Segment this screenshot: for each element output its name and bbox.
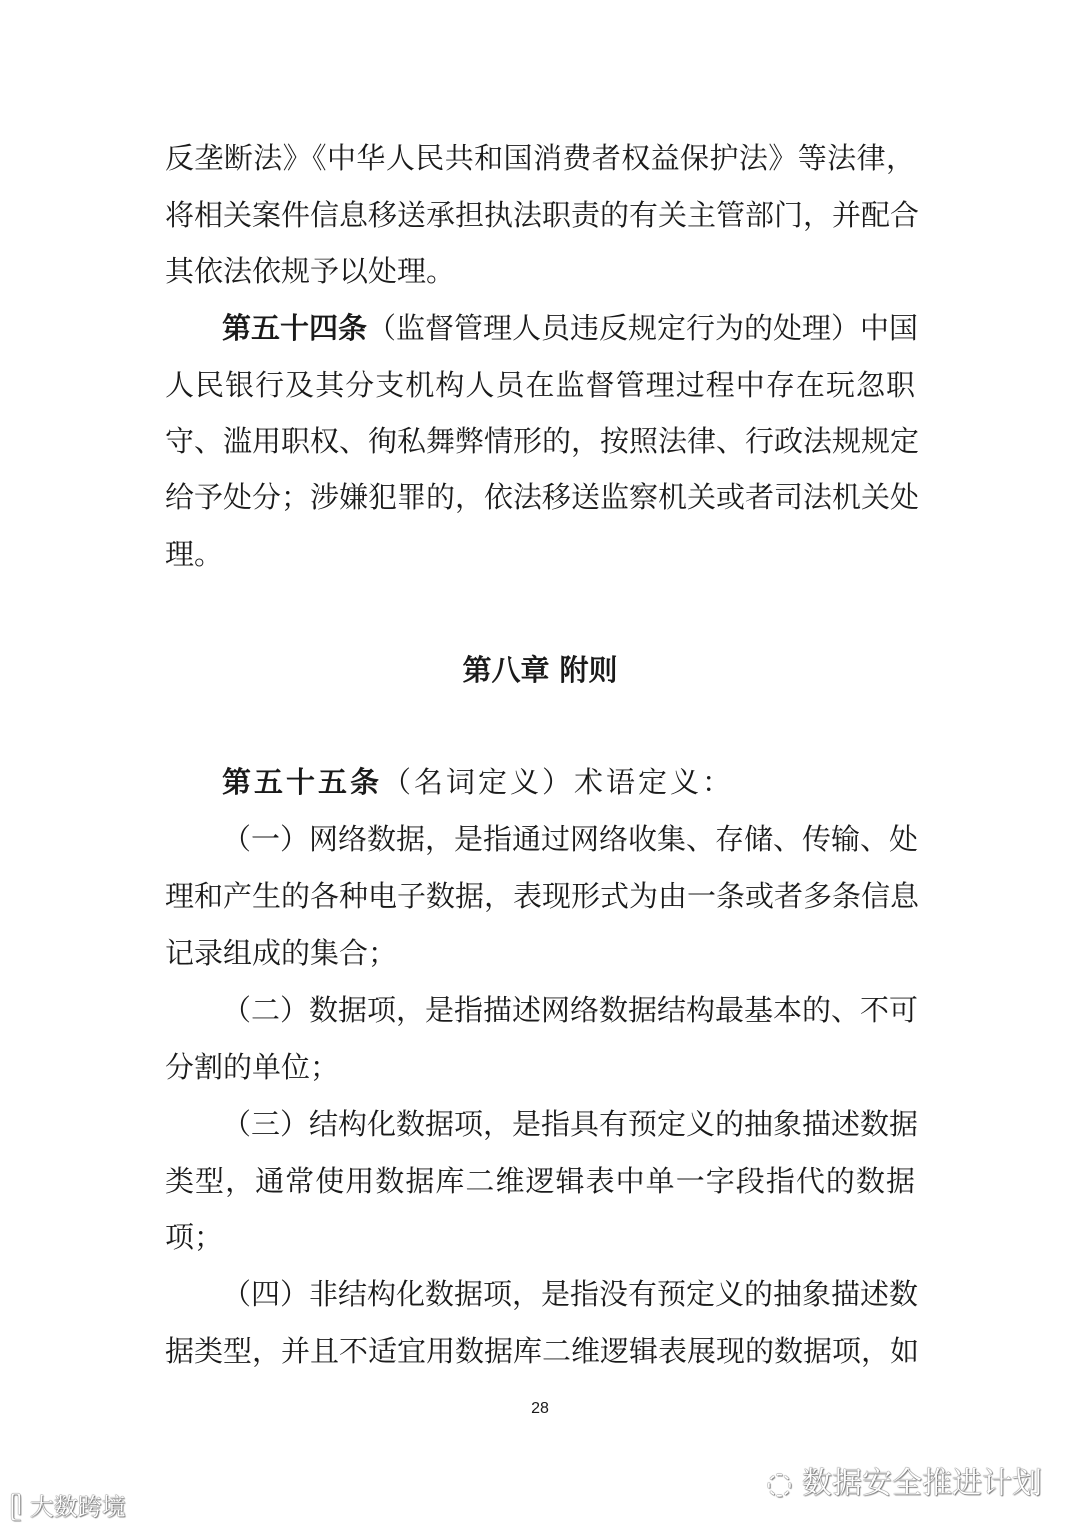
body-line: 类型，通常使用数据库二维逻辑表中单一字段指代的数据 — [165, 1164, 915, 1198]
definition-item: （一）网络数据，是指通过网络收集、存储、传输、处 — [222, 822, 919, 856]
wechat-watermark — [766, 1458, 1042, 1502]
article-text: （名词定义）术语定义： — [382, 765, 735, 799]
article-number: 第五十四条 — [222, 311, 368, 345]
body-line: 将相关案件信息移送承担执法职责的有关主管部门，并配合 — [165, 198, 920, 232]
body-line: 理和产生的各种电子数据，表现形式为由一条或者多条信息 — [165, 879, 920, 913]
article-54-heading — [222, 308, 919, 348]
definition-item: （四）非结构化数据项，是指没有预定义的抽象描述数 — [222, 1277, 919, 1311]
site-watermark — [10, 1487, 126, 1522]
article-number: 第五十五条 — [222, 765, 383, 799]
article-text: （监督管理人员违反规定行为的处理）中国 — [367, 311, 919, 345]
body-line: 人民银行及其分支机构人员在监督管理过程中存在玩忽职 — [165, 368, 915, 402]
logo-icon: ᥫ — [10, 1493, 30, 1521]
body-line: 其依法依规予以处理。 — [165, 254, 456, 288]
definition-item: （三）结构化数据项，是指具有预定义的抽象描述数据 — [222, 1107, 919, 1141]
body-line: 给予处分；涉嫌犯罪的，依法移送监察机关或者司法机关处 — [165, 480, 920, 514]
body-line: 据类型，并且不适宜用数据库二维逻辑表展现的数据项，如 — [165, 1334, 920, 1368]
watermark-text: 数据安全推进计划 — [802, 1466, 1042, 1501]
chapter-heading: 第八章 附则 — [462, 653, 618, 687]
page-number: 28 — [531, 1400, 549, 1417]
wechat-icon: ◌ — [766, 1466, 802, 1501]
body-line: 守、滥用职权、徇私舞弊情形的，按照法律、行政法规规定 — [165, 424, 920, 458]
body-line: 项； — [165, 1220, 224, 1254]
definition-item: （二）数据项，是指描述网络数据结构最基本的、不可 — [222, 993, 919, 1027]
body-line: 理。 — [165, 537, 224, 571]
watermark-text: 大数跨境 — [29, 1493, 126, 1521]
body-line: 分割的单位； — [165, 1050, 340, 1084]
body-line: 反垄断法》《中华人民共和国消费者权益保护法》等法律， — [165, 141, 915, 175]
body-line: 记录组成的集合； — [165, 936, 398, 970]
article-55-heading — [222, 762, 915, 802]
